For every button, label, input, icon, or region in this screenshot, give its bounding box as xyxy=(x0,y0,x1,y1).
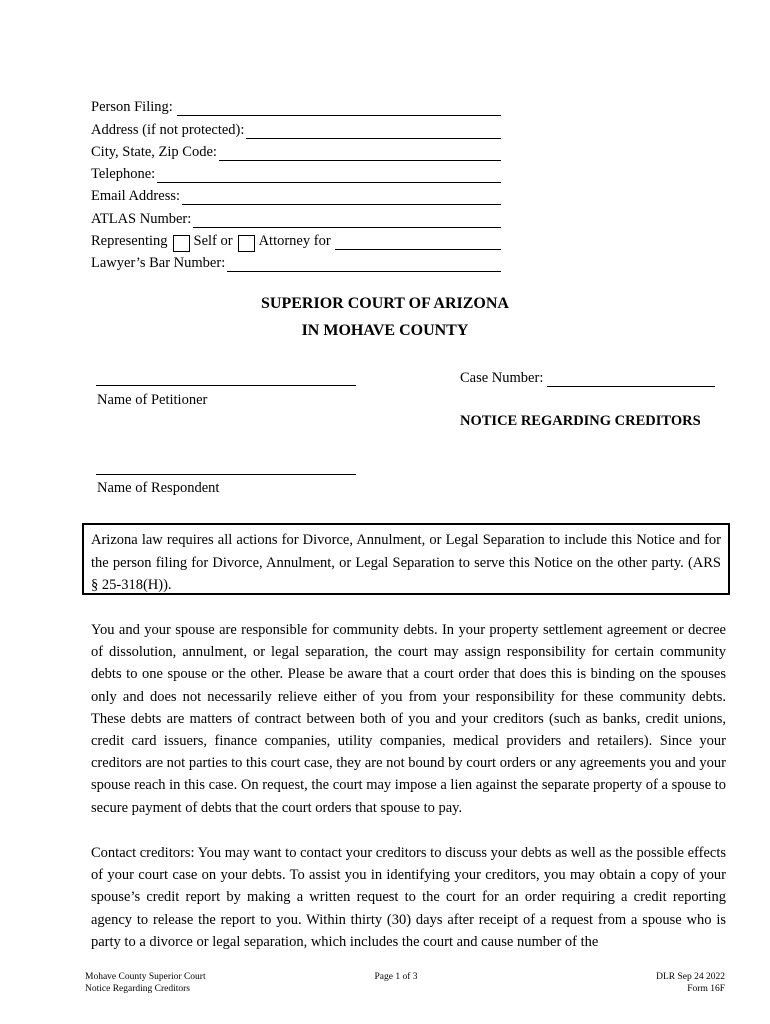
footer-revision-date: DLR Sep 24 2022 xyxy=(656,972,725,982)
contact-creditors-paragraph: Contact creditors: You may want to contact your creditors to discuss your debts as well as the possible effects of your court case on your debts. To assist you in identifying your creditors, you may obtain a copy of your spouse’s credit report by making a written request to the court for an order requiring a credit reporting agency to release the report to you. Within thirty (30) days after receipt of a request from a spouse who is party to a divorce or legal separation, which includes the court and cause number of the xyxy=(91,845,726,950)
footer-right xyxy=(656,971,725,995)
atlas-number-label: ATLAS Number: xyxy=(91,210,192,227)
person-filing-field[interactable] xyxy=(177,100,501,116)
footer-court-name: Mohave County Superior Court xyxy=(85,972,206,982)
attorney-for-field[interactable] xyxy=(335,234,501,250)
attorney-checkbox[interactable] xyxy=(238,235,255,252)
self-or-label: Self or xyxy=(193,233,233,250)
atlas-number-row xyxy=(91,205,501,227)
person-filing-row xyxy=(91,94,501,116)
telephone-field[interactable] xyxy=(157,167,501,183)
city-state-zip-field[interactable] xyxy=(219,145,501,161)
community-debts-paragraph: You and your spouse are responsible for community debts. In your property settlement agreement or decree of dissolution, annulment, or legal separation, the court may assign responsibility for certain community debts to one spouse or the other. Please be aware that a court order that does this is binding on the spouses only and does not necessarily relieve either of you from your responsibility for these community debts. These debts are matters of contract between both of you and your creditors (such as banks, credit unions, credit card issuers, finance companies, utility companies, medical providers and retailers). Since your creditors are not parties to this court case, they are not bound by court orders or any agreements you and your spouse reach in this case. On request, the court may impose a lien against the separate property of a spouse to secure payment of debts that the court orders that spouse to pay. xyxy=(91,622,726,816)
city-state-zip-row xyxy=(91,139,501,161)
email-label: Email Address: xyxy=(91,188,181,205)
telephone-row xyxy=(91,161,501,183)
respondent-name-field[interactable] xyxy=(96,474,356,475)
address-row xyxy=(91,116,501,138)
petitioner-label: Name of Petitioner xyxy=(97,392,208,408)
bar-number-row xyxy=(91,250,501,272)
city-state-zip-label: City, State, Zip Code: xyxy=(91,143,217,160)
bar-number-label: Lawyer’s Bar Number: xyxy=(91,255,226,272)
document-title: NOTICE REGARDING CREDITORS xyxy=(460,413,701,429)
representing-row xyxy=(91,228,501,250)
email-field[interactable] xyxy=(182,189,501,205)
address-field[interactable] xyxy=(246,123,501,139)
respondent-label: Name of Respondent xyxy=(97,480,220,496)
footer-form-number: Form 16F xyxy=(687,984,725,994)
footer-form-name: Notice Regarding Creditors xyxy=(85,984,191,994)
address-label: Address (if not protected): xyxy=(91,121,245,138)
case-number-field[interactable] xyxy=(547,371,715,387)
person-filing-label: Person Filing: xyxy=(91,99,173,116)
statutory-notice-box: Arizona law requires all actions for Divorce, Annulment, or Legal Separation to include this Notice and for the person filing for Divorce, Annulment, or Legal Separation to serve this Notice on the other party. (ARS § 25-318(H)). xyxy=(82,523,730,595)
petitioner-name-field[interactable] xyxy=(96,385,356,386)
case-number-label: Case Number: xyxy=(460,370,544,386)
bar-number-field[interactable] xyxy=(227,256,501,272)
attorney-for-label: Attorney for xyxy=(258,233,331,250)
email-row xyxy=(91,183,501,205)
page-number: Page 1 of 3 xyxy=(374,972,418,982)
representing-label: Representing xyxy=(91,233,168,250)
case-number-row xyxy=(460,370,715,387)
filer-information-block xyxy=(91,94,501,272)
telephone-label: Telephone: xyxy=(91,166,156,183)
court-name: SUPERIOR COURT OF ARIZONA xyxy=(261,295,509,312)
self-checkbox[interactable] xyxy=(173,235,190,252)
atlas-number-field[interactable] xyxy=(193,212,501,228)
county-name: IN MOHAVE COUNTY xyxy=(301,322,469,339)
